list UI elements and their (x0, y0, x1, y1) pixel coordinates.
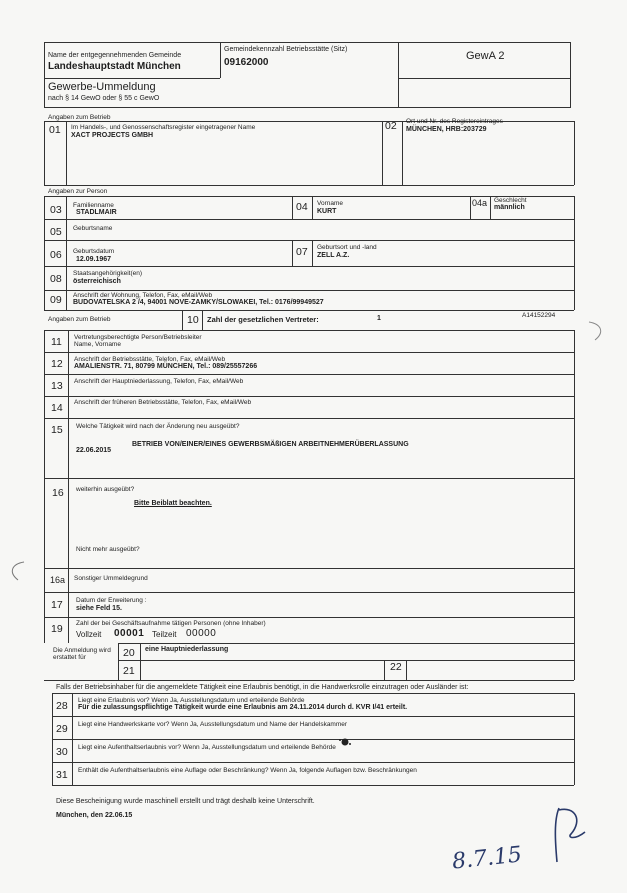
handwritten-date: 8.7.15 (450, 842, 524, 875)
field-10-number: 10 (187, 314, 199, 326)
field-30-number: 30 (56, 746, 68, 758)
vollzeit-label: Vollzeit (76, 630, 102, 639)
field-01-value: XACT PROJECTS GMBH (71, 132, 154, 139)
field-07-value: ZELL A.Z. (317, 252, 350, 259)
municipality-code: 09162000 (224, 57, 269, 68)
field-05-label: Geburtsname (73, 225, 113, 232)
field-03-number: 03 (50, 204, 62, 216)
field-11-number: 11 (51, 336, 62, 348)
field-28-value: Für die zulassungspflichtige Tätigkeit wurde eine Erlaubnis am 24.11.2014 durch d. KVR I/41 erteilt. (78, 704, 408, 711)
field-13-number: 13 (51, 380, 63, 392)
field-30-label: Liegt eine Aufenthaltserlaubnis vor? Wenn Ja, Ausstellungsdatum und erteilende Behörde (78, 744, 336, 751)
field-12-label: Anschrift der Betriebsstätte, Telefon, Fax, eMail/Web (74, 356, 226, 363)
field-16-note: Bitte Beiblatt beachten. (134, 500, 212, 507)
field-06-number: 06 (50, 249, 62, 261)
field-12-value: AMALIENSTR. 71, 80799 MÜNCHEN, Tel.: 089/25557266 (74, 363, 258, 370)
field-14-label: Anschrift der früheren Betriebsstätte, Telefon, Fax, eMail/Web (74, 399, 252, 406)
field-15-date: 22.06.2015 (76, 447, 112, 454)
form-id: GewA 2 (466, 50, 505, 62)
field-15-number: 15 (51, 424, 63, 436)
field-04a-value: männlich (494, 204, 525, 211)
field-04-label: Vorname (317, 200, 344, 207)
field-04-value: KURT (317, 208, 337, 215)
field-16-number: 16 (52, 487, 64, 499)
margin-mark-icon (4, 560, 28, 582)
handwritten-initials-icon (545, 800, 605, 870)
section-person: Angaben zur Person (48, 188, 108, 195)
field-04a-label: Geschlecht (494, 197, 527, 204)
field-17-label: Datum der Erweiterung : (76, 597, 147, 604)
teilzeit-label: Teilzeit (152, 630, 177, 639)
field-13-label: Anschrift der Hauptniederlassung, Telefon, Fax, eMail/Web (74, 378, 244, 385)
field-04a-number: 04a (472, 198, 488, 208)
field-09-value: BUDOVATELSKA 2 /4, 94001 NOVE-ZAMKY/SLOWAKEI, Tel.: 0176/99949527 (73, 299, 324, 306)
field-11-sublabel: Name, Vorname (74, 341, 121, 348)
margin-mark-icon (585, 320, 609, 342)
field-11-label: Vertretungsberechtigte Person/Betriebsleiter (74, 334, 202, 341)
field-08-value: österreichisch (73, 278, 121, 285)
form-subtitle: nach § 14 GewO oder § 55 c GewO (48, 95, 160, 102)
field-19-number: 19 (51, 623, 63, 635)
field-15-label: Welche Tätigkeit wird nach der Änderung neu ausgeübt? (76, 423, 240, 430)
field-17-number: 17 (51, 599, 63, 611)
field-28-label: Liegt eine Erlaubnis vor? Wenn Ja, Ausstellungsdatum und erteilende Behörde (78, 697, 305, 704)
place-date: München, den 22.06.15 (56, 812, 133, 819)
field-31-label: Enthält die Aufenthaltserlaubnis eine Auflage oder Beschränkung? Wenn Ja, folgende Auflagen bzw. Beschränkungen (78, 767, 417, 774)
field-07-label: Geburtsort und -land (317, 244, 377, 251)
field-05-number: 05 (50, 226, 62, 238)
ink-blot-icon (337, 736, 353, 748)
field-16-not-anymore-label: Nicht mehr ausgeübt? (76, 546, 140, 553)
field-06-label: Geburtsdatum (73, 248, 115, 255)
municipality-label: Name der entgegennehmenden Gemeinde (48, 52, 182, 59)
field-08-number: 08 (50, 273, 62, 285)
field-02-number: 02 (385, 120, 397, 132)
lower-section-intro: Falls der Betriebsinhaber für die angemeldete Tätigkeit eine Erlaubnis benötigt, in die Handwerksrolle einzutragen oder Ausländer ist: (56, 684, 469, 691)
form-title: Gewerbe-Ummeldung (48, 81, 156, 93)
field-20-number: 20 (123, 647, 135, 659)
field-29-number: 29 (56, 723, 68, 735)
municipality-code-label: Gemeindekennzahl Betriebsstätte (Sitz) (224, 46, 348, 53)
field-03-label: Familienname (73, 202, 114, 209)
field-06-value: 12.09.1967 (76, 256, 112, 263)
section-betrieb: Angaben zum Betrieb (48, 114, 111, 121)
field-28-number: 28 (56, 700, 68, 712)
field-01-label: Im Handels-, und Genossenschaftsregister eingetragener Name (71, 124, 256, 131)
field-09-label: Anschrift der Wohnung, Telefon, Fax, eMail/Web (73, 292, 213, 299)
field-20-side-label: Die Anmeldung wird erstattet für (53, 647, 111, 662)
field-22-number: 22 (390, 661, 402, 673)
field-16-label: weiterhin ausgeübt? (76, 486, 135, 493)
municipality-name: Landeshauptstadt München (48, 61, 181, 72)
field-01-number: 01 (49, 124, 61, 136)
field-10-label: Zahl der gesetzlichen Vertreter: (207, 315, 319, 324)
field-19-label: Zahl der bei Geschäftsaufnahme tätigen Personen (ohne Inhaber) (76, 620, 266, 627)
field-08-label: Staatsangehörigkeit(en) (73, 270, 143, 277)
field-17-value: siehe Feld 15. (76, 605, 122, 612)
reference-number: A14152294 (522, 312, 556, 319)
field-09-number: 09 (50, 294, 62, 306)
field-31-number: 31 (56, 769, 68, 781)
field-29-label: Liegt eine Handwerkskarte vor? Wenn Ja, Ausstellungsdatum und Name der Handelskammer (78, 721, 348, 728)
field-21-number: 21 (123, 665, 135, 677)
field-16a-label: Sonstiger Ummeldegrund (74, 575, 148, 582)
teilzeit-value: 00000 (186, 628, 217, 639)
field-20-value: eine Hauptniederlassung (145, 646, 229, 653)
field-07-number: 07 (296, 246, 308, 258)
field-15-value: BETRIEB VON/EINER/EINES GEWERBSMÄßIGEN ARBEITNEHMERÜBERLASSUNG (132, 441, 409, 448)
vollzeit-value: 00001 (114, 628, 145, 639)
field-12-number: 12 (51, 358, 63, 370)
section-betrieb-2: Angaben zum Betrieb (48, 316, 111, 323)
machine-generated-note: Diese Bescheinigung wurde maschinell erstellt und trägt deshalb keine Unterschrift. (56, 798, 315, 805)
field-10-value: 1 (377, 315, 381, 322)
field-04-number: 04 (296, 201, 308, 213)
field-16a-number: 16a (50, 575, 66, 585)
field-02-value: MÜNCHEN, HRB:203729 (406, 126, 487, 133)
field-03-value: STADLMAIR (76, 209, 117, 216)
field-02-label: Ort und Nr. des Registereintrages (406, 118, 503, 125)
field-14-number: 14 (51, 402, 63, 414)
